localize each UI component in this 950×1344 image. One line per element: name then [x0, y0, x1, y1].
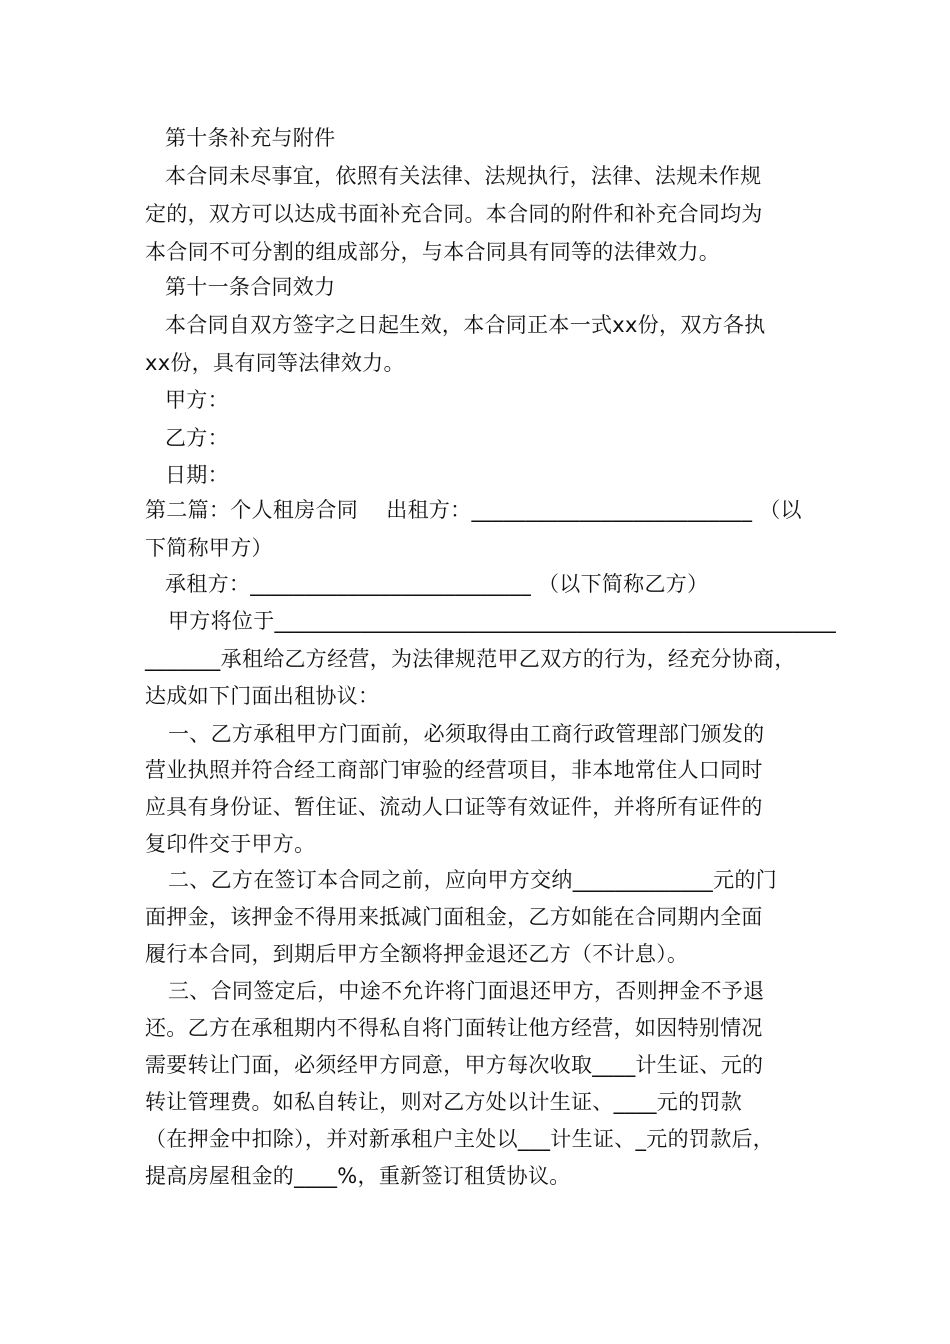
paragraph-line: xx份，具有同等法律效力。	[145, 351, 405, 375]
paragraph-line: 需要转让门面，必须经甲方同意，甲方每次收取____计生证、元的	[145, 1053, 764, 1077]
party-b-label: 乙方：	[165, 426, 229, 450]
paragraph-line: 转让管理费。如私自转让，则对乙方处以计生证、____元的罚款	[145, 1090, 742, 1114]
paragraph-line: _______承租给乙方经营，为法律规范甲乙双方的行为，经充分协商，	[145, 647, 796, 671]
paragraph-line: （在押金中扣除），并对新承租户主处以___计生证、_元的罚款后，	[145, 1127, 775, 1151]
clause-1-line: 一、乙方承租甲方门面前，必须取得由工商行政管理部门颁发的	[168, 722, 765, 746]
lessee-line: 承租方：__________________________ （以下简称乙方）	[165, 572, 709, 596]
paragraph-line: 本合同不可分割的组成部分，与本合同具有同等的法律效力。	[145, 240, 721, 264]
paragraph-line: 复印件交于甲方。	[145, 832, 316, 856]
paragraph-line: 本合同未尽事宜，依照有关法律、法规执行，法律、法规未作规	[165, 164, 762, 188]
article-11-heading: 第十一条合同效力	[165, 275, 336, 299]
paragraph-line: 下简称甲方）	[145, 536, 273, 560]
paragraph-line: 提高房屋租金的____%，重新签订租赁协议。	[145, 1164, 571, 1188]
paragraph-line: 还。乙方在承租期内不得私自将门面转让他方经营，如因特别情况	[145, 1016, 763, 1040]
paragraph-line: 甲方将位于____________________________________________________	[168, 609, 837, 633]
paragraph-line: 定的，双方可以达成书面补充合同。本合同的附件和补充合同均为	[145, 202, 763, 226]
clause-3-line: 三、合同签定后，中途不允许将门面退还甲方，否则押金不予退	[168, 979, 765, 1003]
party-a-label: 甲方：	[165, 388, 229, 412]
paragraph-line: 本合同自双方签字之日起生效，本合同正本一式xx份，双方各执	[165, 313, 766, 337]
paragraph-line: 应具有身份证、暂住证、流动人口证等有效证件，并将所有证件的	[145, 795, 763, 819]
paragraph-line: 面押金，该押金不得用来抵减门面租金，乙方如能在合同期内全面	[145, 905, 763, 929]
paragraph-line: 营业执照并符合经工商部门审验的经营项目，非本地常住人口同时	[145, 758, 763, 782]
paragraph-line: 达成如下门面出租协议：	[145, 684, 380, 708]
paragraph-line: 履行本合同，到期后甲方全额将押金退还乙方（不计息）。	[145, 942, 689, 966]
clause-2-line: 二、乙方在签订本合同之前，应向甲方交纳_____________元的门	[168, 868, 777, 892]
date-label: 日期：	[165, 463, 229, 487]
article-10-heading: 第十条补充与附件	[165, 126, 336, 150]
chapter-2-heading: 第二篇：个人租房合同 出租方：__________________________ （以	[145, 498, 802, 522]
